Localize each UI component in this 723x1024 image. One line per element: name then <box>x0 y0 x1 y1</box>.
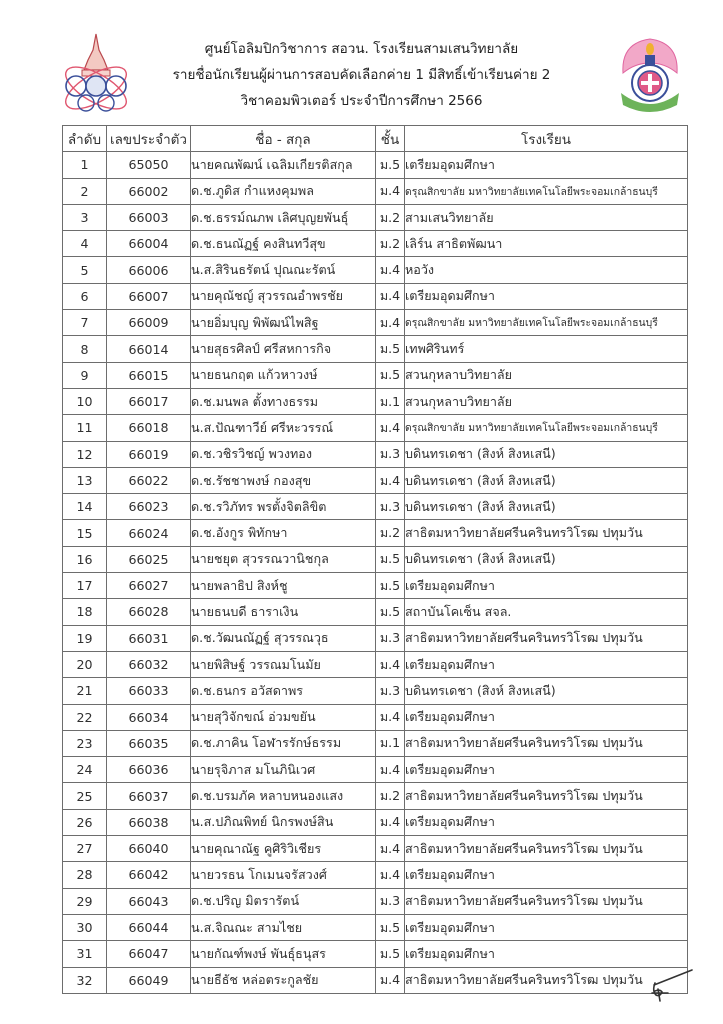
school-name: ดรุณสิกขาลัย มหาวิทยาลัยเทคโนโลยีพระจอมเกล้าธนบุรี <box>405 178 688 204</box>
student-name: น.ส.ปัณฑาวีย์ ศรีหะวรรณ์ <box>191 415 376 441</box>
row-number: 1 <box>63 152 107 178</box>
row-number: 7 <box>63 310 107 336</box>
grade-level: ม.5 <box>376 599 405 625</box>
grade-level: ม.2 <box>376 783 405 809</box>
school-name: บดินทรเดชา (สิงห์ สิงหเสนี) <box>405 678 688 704</box>
row-number: 5 <box>63 257 107 283</box>
school-name: สาธิตมหาวิทยาลัยศรีนครินทรวิโรฒ ปทุมวัน <box>405 730 688 756</box>
row-number: 21 <box>63 678 107 704</box>
row-number: 19 <box>63 625 107 651</box>
school-name: เตรียมอุดมศึกษา <box>405 704 688 730</box>
table-row <box>63 546 688 572</box>
row-number: 20 <box>63 651 107 677</box>
student-id: 66023 <box>107 494 191 520</box>
student-name: นายธีธัช หล่อตระกูลชัย <box>191 967 376 993</box>
table-row <box>63 941 688 967</box>
student-id: 66033 <box>107 678 191 704</box>
student-id: 66022 <box>107 467 191 493</box>
table-row <box>63 914 688 940</box>
column-header-name: ชื่อ - สกุล <box>191 126 376 152</box>
grade-level: ม.2 <box>376 204 405 230</box>
student-name: น.ส.จิณณะ สามไชย <box>191 914 376 940</box>
school-name: บดินทรเดชา (สิงห์ สิงหเสนี) <box>405 494 688 520</box>
student-id: 66038 <box>107 809 191 835</box>
school-name: เตรียมอุดมศึกษา <box>405 283 688 309</box>
student-name: ด.ช.ธนณัฏฐ์ คงสินทวีสุข <box>191 231 376 257</box>
row-number: 13 <box>63 467 107 493</box>
student-id: 66040 <box>107 836 191 862</box>
student-name: นายวรธน โกเมนจรัสวงศ์ <box>191 862 376 888</box>
school-name: หอวัง <box>405 257 688 283</box>
grade-level: ม.4 <box>376 310 405 336</box>
table-row <box>63 651 688 677</box>
header-center-name: ศูนย์โอลิมปิกวิชาการ สอวน. โรงเรียนสามเสนวิทยาลัย <box>204 41 519 57</box>
row-number: 29 <box>63 888 107 914</box>
student-name: ด.ช.รัชชาพงษ์ กองสุข <box>191 467 376 493</box>
school-name: สาธิตมหาวิทยาลัยศรีนครินทรวิโรฒ ปทุมวัน <box>405 836 688 862</box>
row-number: 2 <box>63 178 107 204</box>
row-number: 25 <box>63 783 107 809</box>
student-id: 66031 <box>107 625 191 651</box>
student-name: ด.ช.อังกูร พิทักษา <box>191 520 376 546</box>
grade-level: ม.5 <box>376 941 405 967</box>
school-name: เตรียมอุดมศึกษา <box>405 573 688 599</box>
grade-level: ม.4 <box>376 467 405 493</box>
table-row <box>63 783 688 809</box>
student-name: นายพิสิษฐ์ วรรณมโนมัย <box>191 651 376 677</box>
student-id: 66017 <box>107 388 191 414</box>
table-row <box>63 704 688 730</box>
table-row <box>63 888 688 914</box>
school-name: เตรียมอุดมศึกษา <box>405 941 688 967</box>
student-name: ด.ช.รวิภัทร พรตั้งจิตลิขิต <box>191 494 376 520</box>
student-id: 66028 <box>107 599 191 625</box>
student-name: นายคุณาณัฐ คูศิริวิเชียร <box>191 836 376 862</box>
school-name: เตรียมอุดมศึกษา <box>405 757 688 783</box>
school-name: สาธิตมหาวิทยาลัยศรีนครินทรวิโรฒ ปทุมวัน <box>405 520 688 546</box>
student-id: 66032 <box>107 651 191 677</box>
grade-level: ม.3 <box>376 678 405 704</box>
column-header-school: โรงเรียน <box>405 126 688 152</box>
grade-level: ม.4 <box>376 809 405 835</box>
school-name: บดินทรเดชา (สิงห์ สิงหเสนี) <box>405 467 688 493</box>
table-row <box>63 152 688 178</box>
student-id: 66006 <box>107 257 191 283</box>
row-number: 27 <box>63 836 107 862</box>
school-name: เตรียมอุดมศึกษา <box>405 152 688 178</box>
signature-mark-icon <box>652 970 692 1001</box>
grade-level: ม.2 <box>376 520 405 546</box>
student-name: ด.ช.ภาคิน โอฬารรักษ์ธรรม <box>191 730 376 756</box>
table-row <box>63 204 688 230</box>
row-number: 30 <box>63 914 107 940</box>
student-id: 66014 <box>107 336 191 362</box>
school-name: สวนกุหลาบวิทยาลัย <box>405 388 688 414</box>
grade-level: ม.5 <box>376 546 405 572</box>
student-name: ด.ช.ภูดิส กำแหงคุมพล <box>191 178 376 204</box>
student-name: ด.ช.มนพล ตั้งทางธรรม <box>191 388 376 414</box>
table-row <box>63 283 688 309</box>
table-row <box>63 231 688 257</box>
header-list-title: รายชื่อนักเรียนผู้ผ่านการสอบคัดเลือกค่าย 1 มีสิทธิ์เข้าเรียนค่าย 2 <box>172 67 551 83</box>
grade-level: ม.1 <box>376 730 405 756</box>
student-id: 66015 <box>107 362 191 388</box>
school-name: บดินทรเดชา (สิงห์ สิงหเสนี) <box>405 546 688 572</box>
column-header-grade: ชั้น <box>376 126 405 152</box>
student-name: นายชยุต สุวรรณวานิชกุล <box>191 546 376 572</box>
grade-level: ม.1 <box>376 388 405 414</box>
student-id: 66024 <box>107 520 191 546</box>
student-name: ด.ช.ธรรม์ณภพ เลิศบุญยพันธุ์ <box>191 204 376 230</box>
student-name: นายธนบดี ธาราเงิน <box>191 599 376 625</box>
student-name: ด.ช.ธนกร อวัสดาพร <box>191 678 376 704</box>
school-name: สามเสนวิทยาลัย <box>405 204 688 230</box>
table-row <box>63 757 688 783</box>
row-number: 11 <box>63 415 107 441</box>
school-name: สถาบันโคเซ็น สจล. <box>405 599 688 625</box>
student-id: 66007 <box>107 283 191 309</box>
student-id: 65050 <box>107 152 191 178</box>
row-number: 9 <box>63 362 107 388</box>
student-id: 66044 <box>107 914 191 940</box>
school-name: สวนกุหลาบวิทยาลัย <box>405 362 688 388</box>
student-name: นายคณพัฒน์ เฉลิมเกียรติสกุล <box>191 152 376 178</box>
student-name: น.ส.สิรินธรัตน์ ปุณณะรัตน์ <box>191 257 376 283</box>
student-id: 66036 <box>107 757 191 783</box>
table-row <box>63 730 688 756</box>
school-name: ดรุณสิกขาลัย มหาวิทยาลัยเทคโนโลยีพระจอมเกล้าธนบุรี <box>405 310 688 336</box>
grade-level: ม.3 <box>376 888 405 914</box>
grade-level: ม.4 <box>376 836 405 862</box>
school-name: บดินทรเดชา (สิงห์ สิงหเสนี) <box>405 441 688 467</box>
handwritten-signature <box>650 965 710 1015</box>
row-number: 6 <box>63 283 107 309</box>
student-name: นายสุวิจักขณ์ อ่วมขยัน <box>191 704 376 730</box>
column-header-id: เลขประจำตัว <box>107 126 191 152</box>
school-name: เตรียมอุดมศึกษา <box>405 862 688 888</box>
student-name: นายธนกฤต แก้วหาวงษ์ <box>191 362 376 388</box>
table-header-row <box>63 126 688 152</box>
grade-level: ม.4 <box>376 178 405 204</box>
table-row <box>63 467 688 493</box>
grade-level: ม.2 <box>376 231 405 257</box>
header-subject-year: วิชาคอมพิวเตอร์ ประจำปีการศึกษา 2566 <box>240 93 483 109</box>
table-row <box>63 336 688 362</box>
school-name: เทพศิรินทร์ <box>405 336 688 362</box>
school-name: ดรุณสิกขาลัย มหาวิทยาลัยเทคโนโลยีพระจอมเกล้าธนบุรี <box>405 415 688 441</box>
row-number: 12 <box>63 441 107 467</box>
table-row <box>63 862 688 888</box>
row-number: 26 <box>63 809 107 835</box>
row-number: 23 <box>63 730 107 756</box>
grade-level: ม.5 <box>376 573 405 599</box>
student-id: 66034 <box>107 704 191 730</box>
student-name: ด.ช.วัฒนณัฏฐ์ สุวรรณวุธ <box>191 625 376 651</box>
student-name: น.ส.ปภิณพิทย์ นิกรพงษ์สิน <box>191 809 376 835</box>
grade-level: ม.5 <box>376 914 405 940</box>
row-number: 31 <box>63 941 107 967</box>
table-row <box>63 310 688 336</box>
column-header-no: ลำดับ <box>63 126 107 152</box>
row-number: 14 <box>63 494 107 520</box>
row-number: 18 <box>63 599 107 625</box>
school-name: เลิร์น สาธิตพัฒนา <box>405 231 688 257</box>
student-name: ด.ช.ปริญ มิตรารัตน์ <box>191 888 376 914</box>
student-id: 66027 <box>107 573 191 599</box>
table-row <box>63 573 688 599</box>
table-row <box>63 178 688 204</box>
student-id: 66035 <box>107 730 191 756</box>
grade-level: ม.4 <box>376 651 405 677</box>
school-name: สาธิตมหาวิทยาลัยศรีนครินทรวิโรฒ ปทุมวัน <box>405 783 688 809</box>
row-number: 16 <box>63 546 107 572</box>
school-name: เตรียมอุดมศึกษา <box>405 914 688 940</box>
table-row <box>63 494 688 520</box>
table-row <box>63 967 688 993</box>
student-name: ด.ช.บรมภัค หลาบหนองแสง <box>191 783 376 809</box>
table-row <box>63 441 688 467</box>
grade-level: ม.4 <box>376 283 405 309</box>
row-number: 10 <box>63 388 107 414</box>
student-id: 66025 <box>107 546 191 572</box>
document-header <box>0 36 723 114</box>
student-id: 66049 <box>107 967 191 993</box>
student-roster-table <box>62 125 688 994</box>
student-id: 66018 <box>107 415 191 441</box>
grade-level: ม.5 <box>376 362 405 388</box>
table-row <box>63 257 688 283</box>
student-name: นายรุจิภาส มโนภินิเวศ <box>191 757 376 783</box>
grade-level: ม.4 <box>376 415 405 441</box>
grade-level: ม.4 <box>376 704 405 730</box>
table-row <box>63 599 688 625</box>
row-number: 22 <box>63 704 107 730</box>
student-id: 66004 <box>107 231 191 257</box>
student-name: นายกัณฑ์พงษ์ พันธุ์ธนุสร <box>191 941 376 967</box>
grade-level: ม.5 <box>376 336 405 362</box>
student-id: 66043 <box>107 888 191 914</box>
table-row <box>63 836 688 862</box>
grade-level: ม.4 <box>376 862 405 888</box>
row-number: 15 <box>63 520 107 546</box>
row-number: 32 <box>63 967 107 993</box>
grade-level: ม.4 <box>376 257 405 283</box>
school-name: เตรียมอุดมศึกษา <box>405 809 688 835</box>
student-name: นายอิ่มบุญ พิพัฒน์ไพสิฐ <box>191 310 376 336</box>
row-number: 28 <box>63 862 107 888</box>
student-name: นายพลาธิป สิงห์ชู <box>191 573 376 599</box>
school-name: สาธิตมหาวิทยาลัยศรีนครินทรวิโรฒ ปทุมวัน <box>405 888 688 914</box>
table-row <box>63 415 688 441</box>
student-id: 66019 <box>107 441 191 467</box>
row-number: 17 <box>63 573 107 599</box>
student-name: ด.ช.วชิรวิชญ์ พวงทอง <box>191 441 376 467</box>
school-name: เตรียมอุดมศึกษา <box>405 651 688 677</box>
grade-level: ม.4 <box>376 757 405 783</box>
row-number: 24 <box>63 757 107 783</box>
grade-level: ม.3 <box>376 625 405 651</box>
grade-level: ม.3 <box>376 494 405 520</box>
student-id: 66042 <box>107 862 191 888</box>
student-id: 66047 <box>107 941 191 967</box>
student-id: 66037 <box>107 783 191 809</box>
table-row <box>63 678 688 704</box>
table-row <box>63 809 688 835</box>
student-id: 66002 <box>107 178 191 204</box>
row-number: 8 <box>63 336 107 362</box>
table-row <box>63 388 688 414</box>
student-name: นายคุณัชญ์ สุวรรณอำพรชัย <box>191 283 376 309</box>
school-name: สาธิตมหาวิทยาลัยศรีนครินทรวิโรฒ ปทุมวัน <box>405 625 688 651</box>
student-id: 66009 <box>107 310 191 336</box>
student-id: 66003 <box>107 204 191 230</box>
row-number: 4 <box>63 231 107 257</box>
table-row <box>63 362 688 388</box>
table-row <box>63 520 688 546</box>
grade-level: ม.5 <box>376 152 405 178</box>
grade-level: ม.3 <box>376 441 405 467</box>
row-number: 3 <box>63 204 107 230</box>
student-name: นายสุธรศิลป์ ศรีสหการกิจ <box>191 336 376 362</box>
school-name: สาธิตมหาวิทยาลัยศรีนครินทรวิโรฒ ปทุมวัน <box>405 967 688 993</box>
table-row <box>63 625 688 651</box>
grade-level: ม.4 <box>376 967 405 993</box>
